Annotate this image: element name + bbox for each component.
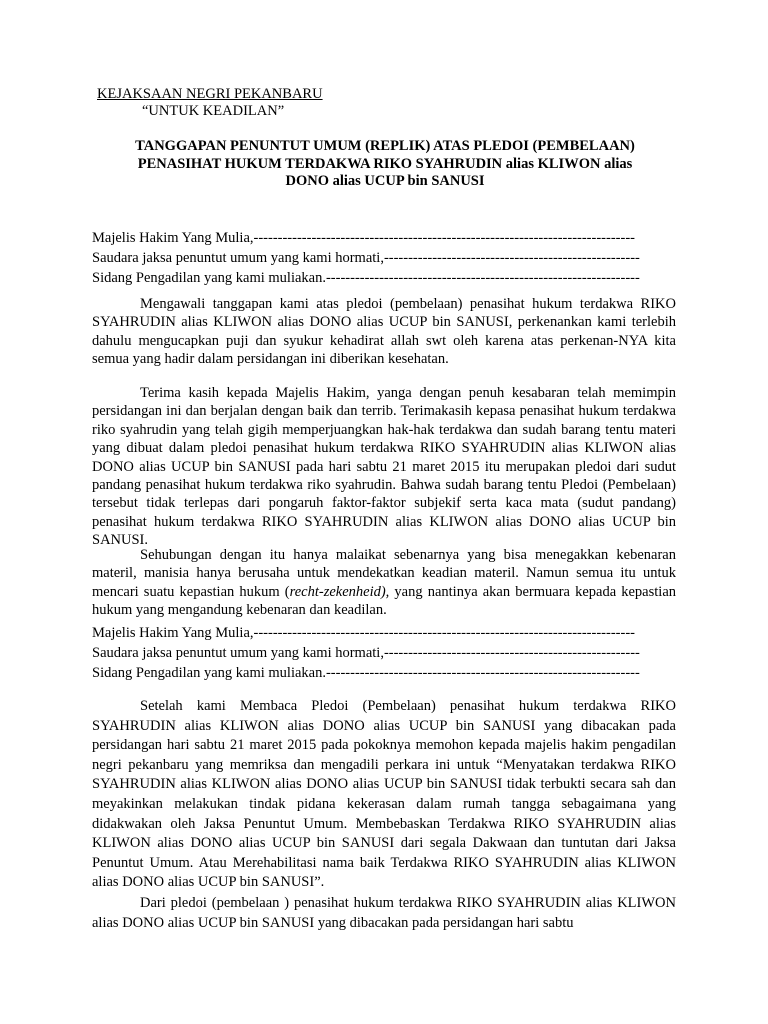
document-title: [96, 138, 674, 191]
salutation-block-2: [92, 623, 692, 683]
paragraph-thanks: Terima kasih kepada Majelis Hakim, yanga dengan penuh kesabaran telah memimpin persidangan ini dan berjalan dengan baik dan terrib. Terimakasih kepasa penasihat hukum terdakwa riko syahrudin yang telah gigih memperjuangkan hak-hak terdakwa dan sudah barang tentu materi yang dibuat dalam pledoi penasihat hukum terdakwa RIKO SYAHRUDIN alias KLIWON alias DONO alias UCUP bin SANUSI pada hari sabtu 21 maret 2015 itu merupakan pledoi dari sudut pandang penasihat hukum terdakwa riko syahrudin. Bahwa sudah barang tentu Pledoi (Pembelaan) tersebut tidak terlepas dari pongaruh faktor-faktor subjekif serta kaca mata (sudut pandang) penasihat hukum terdakwa RIKO SYAHRUDIN alias KLIWON alias DONO alias UCUP bin SANUSI.: [92, 385, 676, 549]
organization-name: KEJAKSAAN NEGRI PEKANBARU: [97, 86, 323, 102]
document-header: [97, 86, 323, 120]
paragraph-opening: Mengawali tanggapan kami atas pledoi (pembelaan) penasihat hukum terdakwa RIKO SYAHRUDIN alias KLIWON alias DONO alias UCUP bin SANUSI, perkenankan kami terlebih dahulu mengucapkan puji dan syukur kehadirat allah swt oleh karena atas perkenan-NYA kita semua yang hadir dalam persidangan ini diberikan kesehatan.: [92, 296, 676, 368]
salutation-prosecutor: Saudara jaksa penuntut umum yang kami hormati,-----------------------------------------------------: [92, 250, 640, 266]
title-line-1: TANGGAPAN PENUNTUT UMUM (REPLIK) ATAS PLEDOI (PEMBELAAN): [135, 138, 635, 154]
paragraph-pledoi-summary: Setelah kami Membaca Pledoi (Pembelaan) penasihat hukum terdakwa RIKO SYAHRUDIN alias KLIWON alias DONO alias UCUP bin SANUSI yang dibacakan pada persidangan hari sabtu 21 maret 2015 pada pokoknya memohon kepada majelis hakim pengadilan negri pekanbaru yang memriksa dan mengadili perkara ini untuk “Menyatakan terdakwa RIKO SYAHRUDIN alias KLIWON alias DONO alias UCUP bin SANUSI tidak terbukti secara sah dan meyakinkan melakukan tindak pidana kekerasan dalam rumah tangga sebagaimana yang didakwakan oleh Jaksa Penuntut Umum. Membebaskan Terdakwa RIKO SYAHRUDIN alias KLIWON alias DONO alias UCUP bin SANUSI dari segala Dakwaan dan tuntutan dari Jaksa Penuntut Umum. Atau Merehabilitasi nama baik Terdakwa RIKO SYAHRUDIN alias KLIWON alias DONO alias UCUP bin SANUSI”.: [92, 698, 676, 891]
salutation-court: Sidang Pengadilan yang kami muliakan.-----------------------------------------------------------------: [92, 665, 640, 681]
organization-motto: “UNTUK KEADILAN”: [142, 103, 285, 119]
paragraph-pledoi-continued: Dari pledoi (pembelaan ) penasihat hukum terdakwa RIKO SYAHRUDIN alias KLIWON alias DONO alias UCUP bin SANUSI yang dibacakan pada persidangan hari sabtu: [92, 895, 676, 931]
paragraph-truth-text-before: Sehubungan dengan itu hanya malaikat sebenarnya yang bisa menegakkan kebenaran materil, manisia hanya berusaha untuk mendekatkan keadian materil. Namun semua itu untuk mencari suatu kepastian hukum (: [92, 547, 676, 600]
paragraph-truth: [92, 546, 676, 620]
salutation-block-1: [92, 228, 692, 288]
title-line-2: PENASIHAT HUKUM TERDAKWA RIKO SYAHRUDIN alias KLIWON alias: [137, 155, 633, 172]
salutation-prosecutor: Saudara jaksa penuntut umum yang kami hormati,-----------------------------------------------------: [92, 645, 640, 661]
paragraph-truth-text-after: yang nantinya akan bermuara kepada kepastian hukum yang mengandung kebenaran dan keadilan.: [92, 583, 677, 619]
salutation-judges: Majelis Hakim Yang Mulia,-------------------------------------------------------------------------------: [92, 625, 635, 641]
salutation-judges: Majelis Hakim Yang Mulia,-------------------------------------------------------------------------------: [92, 230, 635, 246]
salutation-court: Sidang Pengadilan yang kami muliakan.-----------------------------------------------------------------: [92, 270, 640, 286]
legal-term: recht-zekenheid),: [289, 583, 390, 600]
title-line-3: DONO alias UCUP bin SANUSI: [285, 173, 485, 189]
